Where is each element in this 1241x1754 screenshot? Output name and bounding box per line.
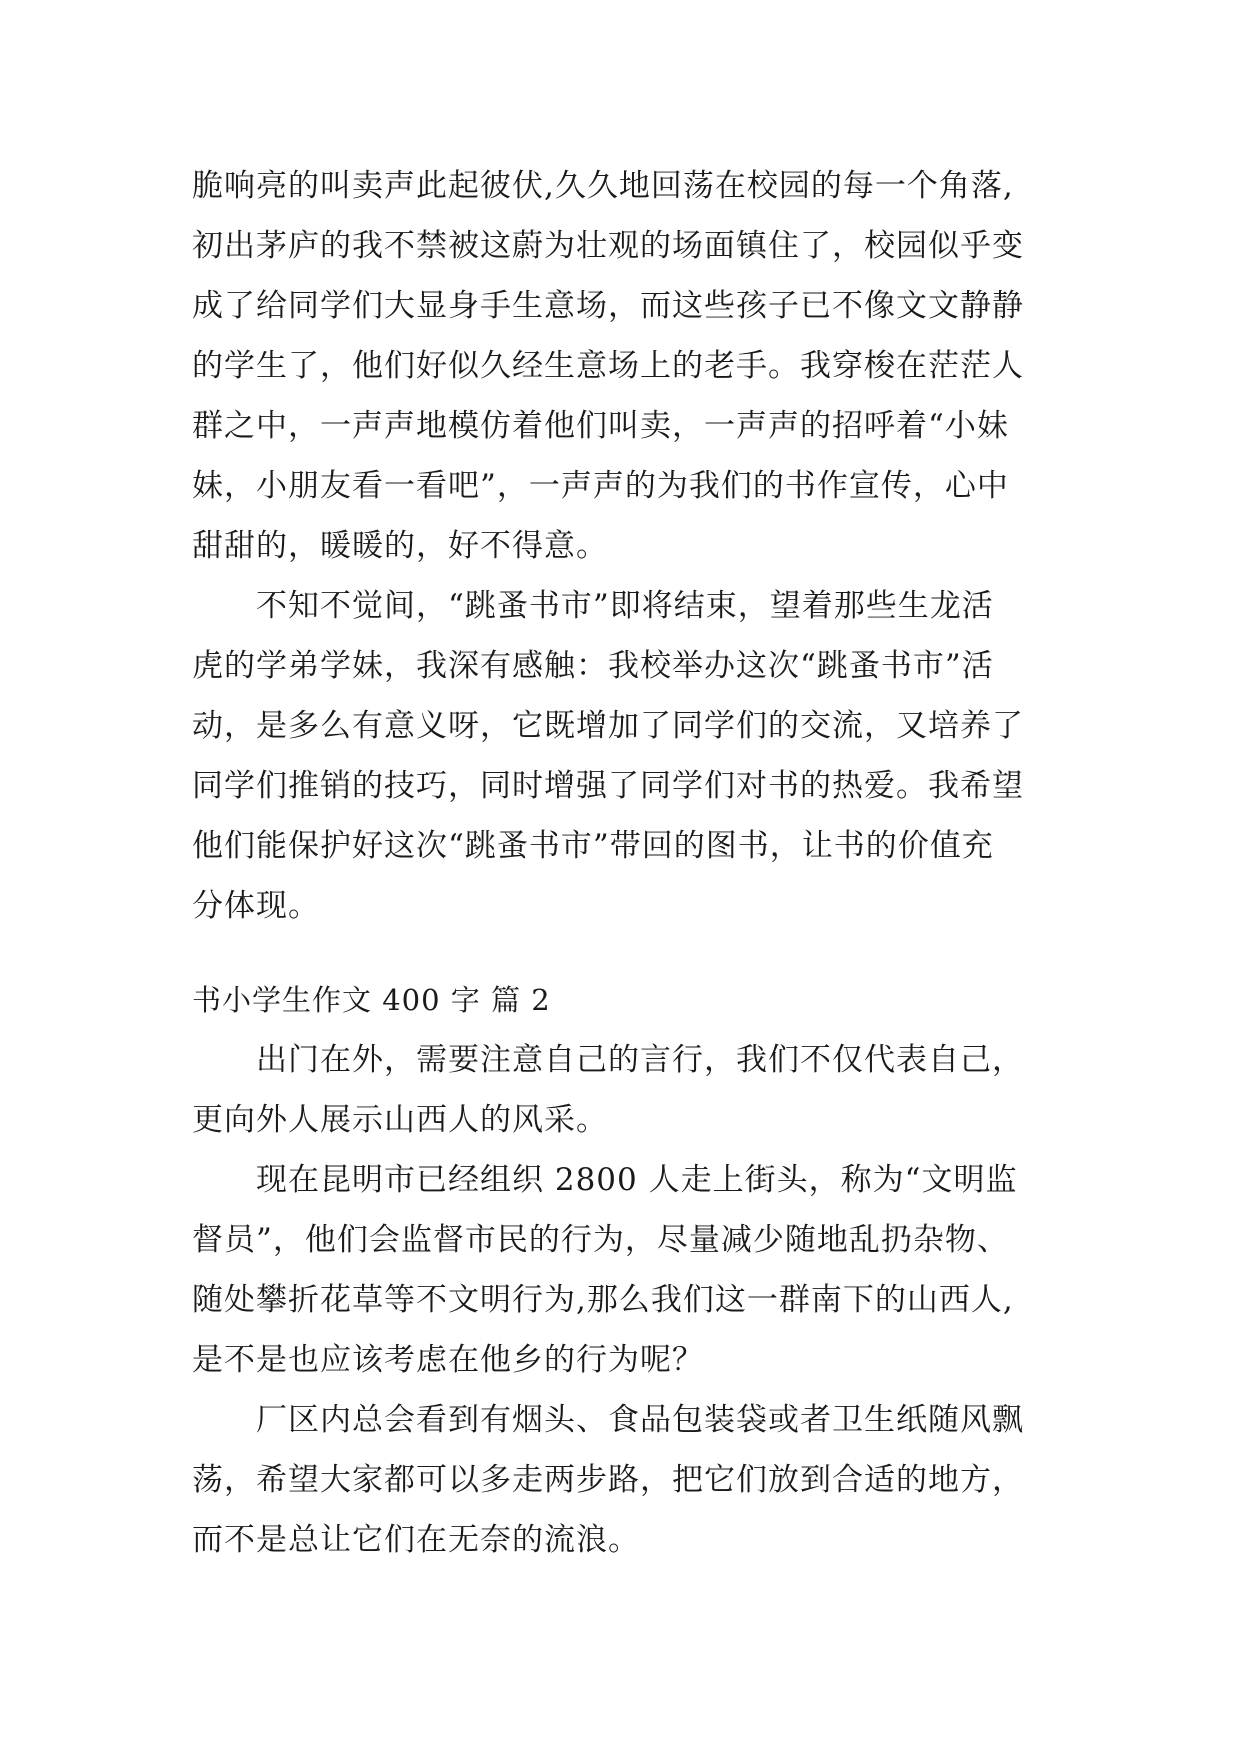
- paragraph-line: 成了给同学们大显身手生意场，而这些孩子已不像文文静静: [192, 288, 1024, 324]
- paragraph-line: 更向外人展示山西人的风采。: [192, 1102, 608, 1138]
- paragraph-line: 同学们推销的技巧，同时增强了同学们对书的热爱。我希望: [192, 768, 1024, 804]
- paragraph-line: 他们能保护好这次“跳蚤书市”带回的图书，让书的价值充: [192, 828, 994, 864]
- paragraph-line: 督员”，他们会监督市民的行为，尽量减少随地乱扔杂物、: [192, 1222, 1009, 1258]
- paragraph-line: 妹，小朋友看一看吧”，一声声的为我们的书作宣传，心中: [192, 468, 1009, 504]
- paragraph-line: 虎的学弟学妹，我深有感触：我校举办这次“跳蚤书市”活: [192, 648, 994, 684]
- paragraph-line: 初出茅庐的我不禁被这蔚为壮观的场面镇住了，校园似乎变: [192, 228, 1024, 264]
- paragraph-line: 出门在外，需要注意自己的言行，我们不仅代表自己，: [256, 1042, 1024, 1078]
- paragraph-line: 脆响亮的叫卖声此起彼伏,久久地回荡在校园的每一个角落,: [192, 168, 1014, 204]
- paragraph-line: 而不是总让它们在无奈的流浪。: [192, 1522, 640, 1558]
- paragraph-line: 现在昆明市已经组织 2800 人走上街头，称为“文明监: [256, 1162, 1018, 1198]
- paragraph-line: 是不是也应该考虑在他乡的行为呢？: [192, 1342, 704, 1378]
- section-heading: 书小学生作文 400 字 篇 2: [192, 983, 551, 1017]
- paragraph-line: 分体现。: [192, 888, 320, 924]
- paragraph-line: 荡，希望大家都可以多走两步路，把它们放到合适的地方，: [192, 1462, 1024, 1498]
- paragraph-line: 甜甜的，暖暖的，好不得意。: [192, 528, 608, 564]
- paragraph-line: 不知不觉间，“跳蚤书市”即将结束，望着那些生龙活: [256, 588, 994, 624]
- paragraph-line: 随处攀折花草等不文明行为,那么我们这一群南下的山西人,: [192, 1282, 1014, 1318]
- paragraph-line: 厂区内总会看到有烟头、食品包装袋或者卫生纸随风飘: [256, 1402, 1024, 1438]
- paragraph-line: 的学生了，他们好似久经生意场上的老手。我穿梭在茫茫人: [192, 348, 1024, 384]
- paragraph-line: 群之中，一声声地模仿着他们叫卖，一声声的招呼着“小妹: [192, 408, 1009, 444]
- paragraph-line: 动，是多么有意义呀，它既增加了同学们的交流，又培养了: [192, 708, 1024, 744]
